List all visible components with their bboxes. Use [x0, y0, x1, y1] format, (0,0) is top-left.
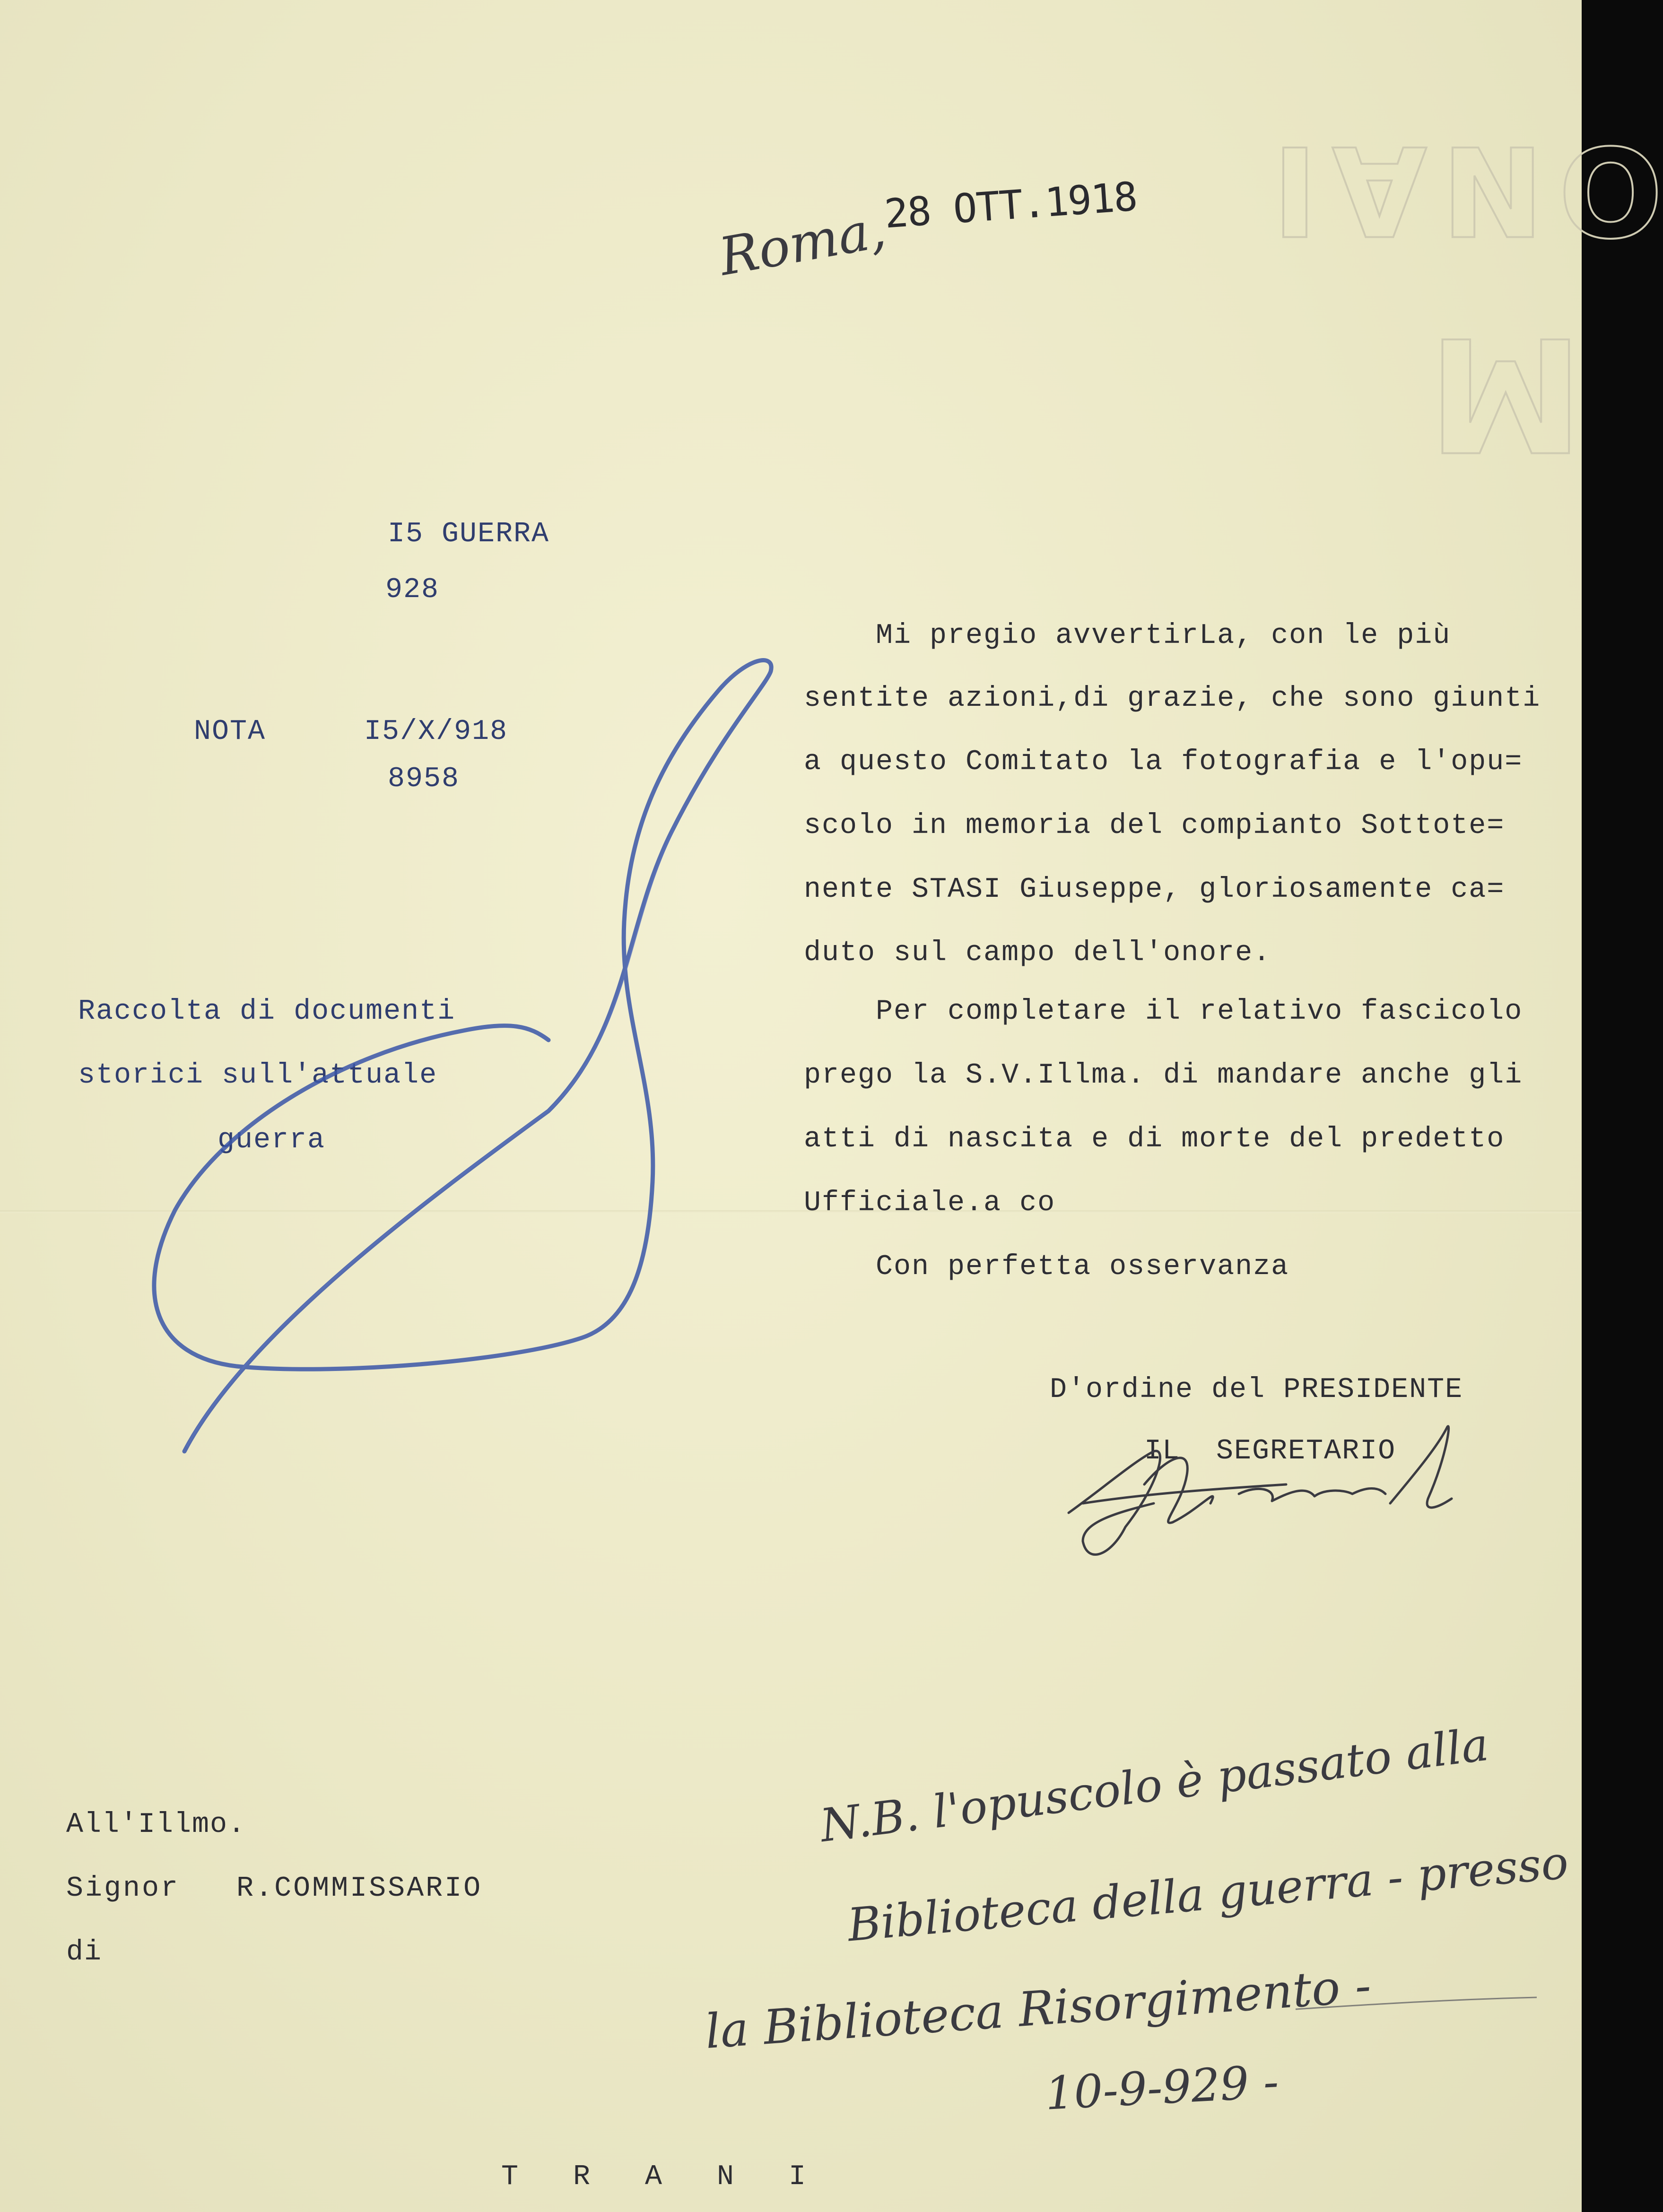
handwritten-note-line: la Biblioteca Risorgimento - [703, 1957, 1373, 2060]
body-line: atti di nascita e di morte del predetto [804, 1123, 1505, 1155]
body-line: a questo Comitato la fotografia e l'opu= [804, 746, 1523, 778]
nota-label: NOTA [194, 716, 266, 748]
addressee-line2: Signor R.COMMISSARIO [66, 1873, 483, 1905]
subject-line2: storici sull'attuale [78, 1059, 438, 1092]
reference-line1: I5 GUERRA [388, 518, 550, 550]
embossed-watermark-letter: M [1428, 303, 1584, 484]
addressee-line3: di [66, 1936, 103, 1969]
body-line: Mi pregio avvertirLa, con le più [804, 620, 1451, 652]
embossed-watermark-letters: ONAI [1258, 118, 1663, 261]
nota-date: I5/X/918 [364, 716, 508, 748]
handwritten-note-line: 10-9-929 - [1044, 2055, 1280, 2120]
date-stamp: 28 OTT.1918 [883, 173, 1139, 237]
blue-pencil-loop-mark [154, 660, 771, 1451]
body-line: sentite azioni,di grazie, che sono giunti [804, 683, 1541, 715]
body-line: scolo in memoria del compianto Sottote= [804, 810, 1505, 842]
subject-line1: Raccolta di documenti [78, 996, 456, 1028]
nota-number: 8958 [388, 763, 460, 795]
signature-order-line: D'ordine del PRESIDENTE [1050, 1374, 1463, 1406]
body-line: nente STASI Giuseppe, gloriosamente ca= [804, 874, 1505, 906]
body-line: Con perfetta osservanza [804, 1251, 1289, 1283]
addressee-city: T R A N I [501, 2161, 825, 2193]
handwritten-note-line: Biblioteca della guerra - presso [845, 1836, 1571, 1952]
place-handwritten: Roma, [714, 199, 890, 287]
handwritten-note-line: N.B. l'opuscolo è passato alla [817, 1718, 1492, 1853]
reference-line2: 928 [385, 574, 440, 606]
body-line: prego la S.V.Illma. di mandare anche gli [804, 1059, 1523, 1092]
addressee-line1: All'Illmo. [66, 1809, 246, 1841]
body-line: duto sul campo dell'onore. [804, 937, 1271, 969]
body-line: Per completare il relativo fascicolo [804, 996, 1523, 1028]
secretary-signature [1069, 1426, 1452, 1554]
body-line: Ufficiale.a co [804, 1187, 1056, 1219]
signature-title: IL SEGRETARIO [1144, 1435, 1396, 1467]
note-underline [1296, 1997, 1537, 2009]
subject-line3: guerra [218, 1124, 326, 1156]
